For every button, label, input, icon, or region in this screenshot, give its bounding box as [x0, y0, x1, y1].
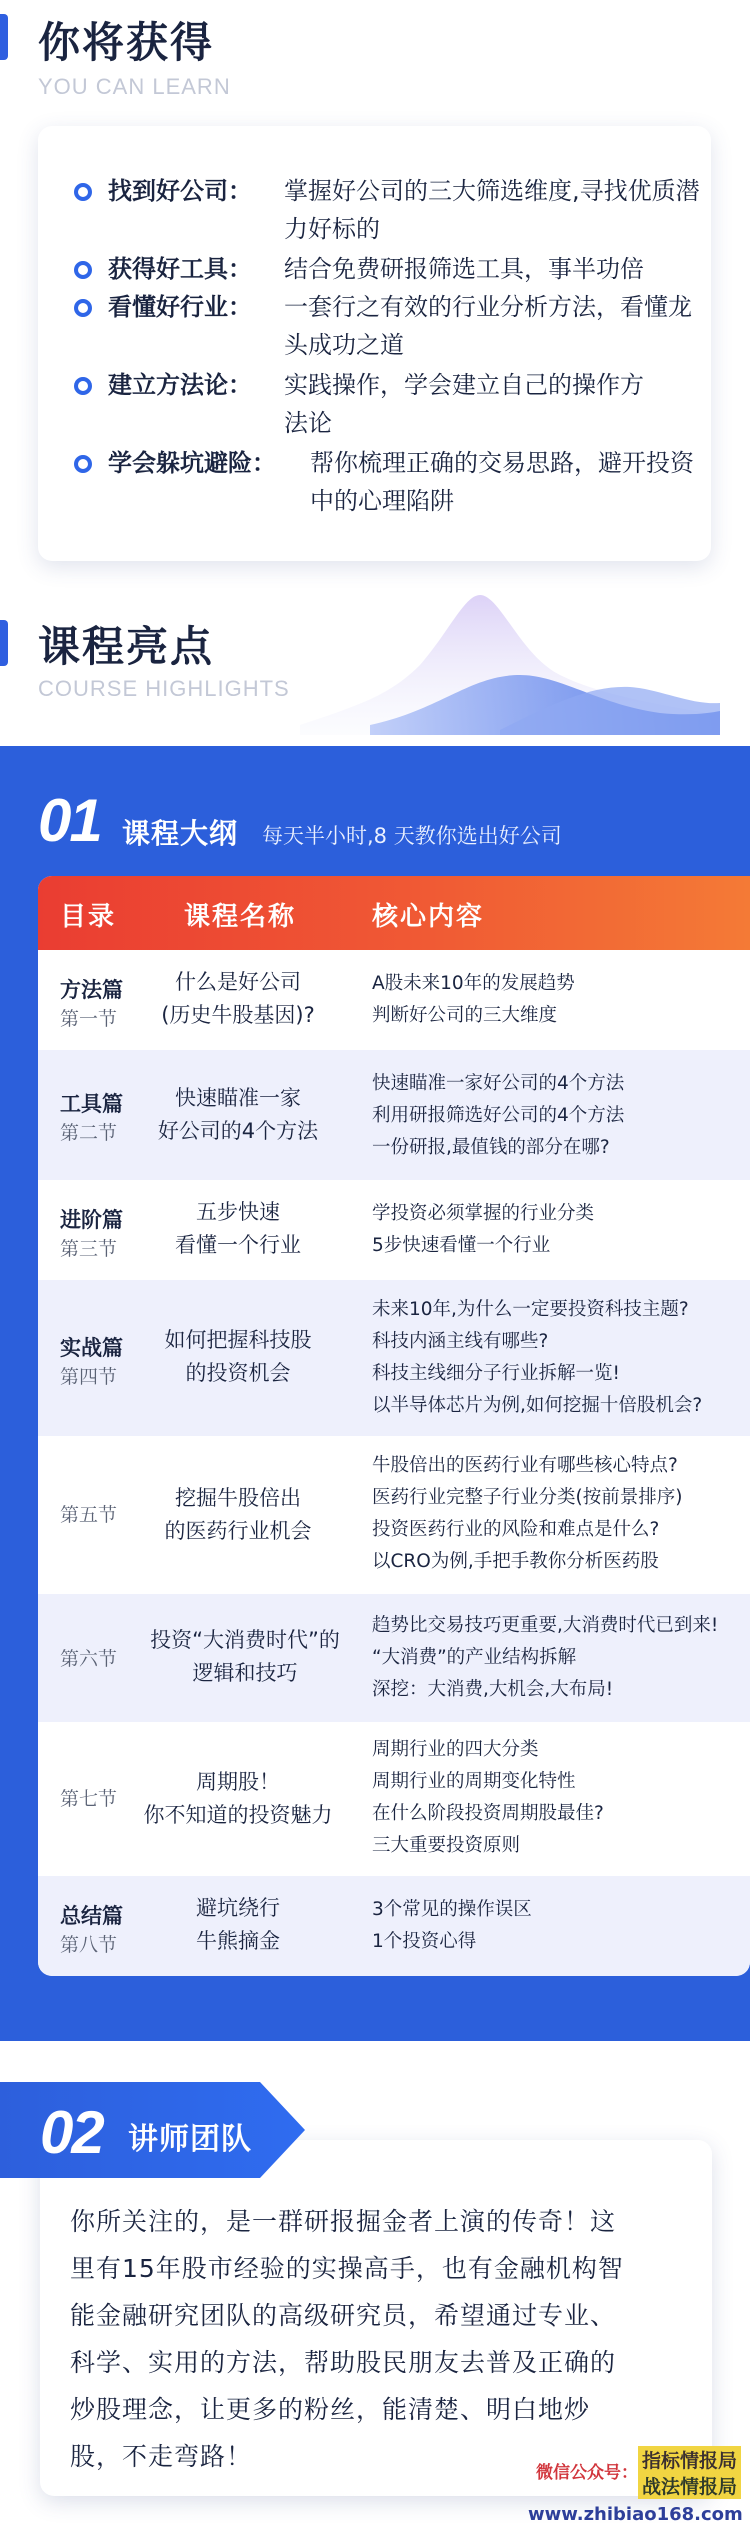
watermark-line1: 指标情报局 [638, 2446, 741, 2473]
row-section: 第五节 [60, 1504, 118, 1526]
row-content: 3个常见的操作误区 1个投资心得 [372, 1899, 532, 1952]
circle-bullet-icon [74, 299, 92, 317]
learn-item-key: 获得好工具： [108, 255, 252, 283]
row-content: A股未来10年的发展趋势 判断好公司的三大维度 [372, 973, 575, 1026]
row-section: 第三节 [60, 1238, 118, 1260]
row-course-name: 投资“大消费时代”的 逻辑和技巧 [150, 1628, 340, 1685]
learn-item-key: 学会躲坑避险： [108, 449, 276, 477]
row-course-name: 快速瞄准一家 好公司的4个方法 [157, 1086, 319, 1143]
header-course-name: 课程名称 [184, 902, 297, 932]
row-category: 进阶篇 [60, 1208, 123, 1232]
row-course-name: 挖掘牛股倍出 的医药行业机会 [164, 1486, 312, 1543]
row-content: 学投资必须掌握的行业分类 5步快速看懂一个行业 [372, 1203, 595, 1256]
section-accent-bar [0, 14, 8, 60]
learn-item-value: 一套行之有效的行业分析方法，看懂龙头成功之道 [284, 293, 692, 359]
learn-item-value: 掌握好公司的三大筛选维度,寻找优质潜力好标的 [284, 177, 700, 243]
learn-item-value: 实践操作，学会建立自己的操作方法论 [284, 371, 644, 437]
row-content: 未来10年,为什么一定要投资科技主题? 科技内涵主线有哪些? 科技主线细分子行业拆解一览! 以半导体芯片为例,如何挖掘十倍股机会? [372, 1299, 703, 1416]
header-catalog: 目录 [60, 902, 117, 932]
table-header [38, 876, 750, 950]
circle-bullet-icon [74, 183, 92, 201]
circle-bullet-icon [74, 261, 92, 279]
learn-item-key: 看懂好行业： [108, 293, 252, 321]
row-section: 第四节 [60, 1366, 118, 1388]
row-section: 第八节 [60, 1934, 118, 1956]
table-row [38, 950, 750, 1050]
table-row [38, 1050, 750, 1180]
highlights-title: 课程亮点 [38, 622, 215, 671]
row-category: 总结篇 [60, 1904, 123, 1928]
circle-bullet-icon [74, 455, 92, 473]
row-section: 第六节 [60, 1648, 118, 1670]
circle-bullet-icon [74, 377, 92, 395]
watermark-line2: 战法情报局 [638, 2472, 741, 2499]
watermark-label: 微信公众号： [536, 2463, 638, 2483]
row-content: 快速瞄准一家好公司的4个方法 利用研报筛选好公司的4个方法 一份研报,最值钱的部分在哪? [372, 1073, 625, 1158]
learn-item-value: 帮你梳理正确的交易思路，避开投资中的心理陷阱 [310, 449, 694, 515]
row-category: 工具篇 [60, 1092, 123, 1116]
row-content: 牛股倍出的医药行业有哪些核心特点? 医药行业完整子行业分类(按前景排序) 投资医药行业的风险和难点是什么? 以CRO为例,手把手教你分析医药股 [372, 1455, 683, 1572]
learn-card [38, 126, 711, 561]
row-course-name: 周期股！ 你不知道的投资魅力 [143, 1770, 333, 1827]
outline-subtitle: 每天半小时,8 天教你选出好公司 [262, 824, 562, 848]
learn-subtitle: YOU CAN LEARN [38, 74, 231, 99]
row-course-name: 五步快速 看懂一个行业 [175, 1200, 301, 1257]
row-content: 周期行业的四大分类 周期行业的周期变化特性 在什么阶段投资周期股最佳? 三大重要投资原则 [372, 1739, 604, 1856]
watermark-url: www.zhibiao168.com [528, 2504, 743, 2525]
row-course-name: 如何把握科技股 的投资机会 [164, 1328, 312, 1385]
table-row [38, 1594, 750, 1722]
row-content: 趋势比交易技巧更重要,大消费时代已到来! “大消费”的产业结构拆解 深挖：大消费,大机会,大布局! [372, 1615, 719, 1700]
row-category: 实战篇 [60, 1336, 123, 1360]
row-course-name: 什么是好公司 (历史牛股基因)? [161, 970, 315, 1027]
team-description: 你所关注的，是一群研报掘金者上演的传奇！这 里有15年股市经验的实操高手，也有金融机构智 能金融研究团队的高级研究员，希望通过专业、 科学、实用的方法，帮助股民朋友去普及正确的 炒股理念，让更多的粉丝，能清楚、明白地炒 股，不走弯路！ [70, 2207, 624, 2471]
table-row [38, 1436, 750, 1594]
row-category: 方法篇 [60, 978, 123, 1002]
mountain-decoration [300, 585, 720, 735]
highlights-subtitle: COURSE HIGHLIGHTS [38, 676, 290, 701]
learn-item-key: 找到好公司： [108, 177, 252, 205]
team-title: 讲师团队 [128, 2122, 252, 2157]
learn-title: 你将获得 [38, 18, 215, 67]
section-accent-bar [0, 620, 8, 666]
table-row [38, 1180, 750, 1280]
row-section: 第二节 [60, 1122, 118, 1144]
outline-title: 课程大纲 [122, 817, 239, 850]
team-number: 02 [40, 2099, 103, 2166]
team-card [40, 2140, 712, 2496]
row-section: 第一节 [60, 1008, 118, 1030]
table-row [38, 1280, 750, 1436]
outline-table [38, 876, 750, 1976]
row-course-name: 避坑绕行 牛熊摘金 [196, 1896, 280, 1953]
learn-item-value: 结合免费研报筛选工具，事半功倍 [284, 255, 644, 283]
header-core-content: 核心内容 [372, 902, 485, 932]
table-row [38, 1722, 750, 1876]
outline-number: 01 [38, 787, 101, 854]
learn-item-key: 建立方法论： [108, 371, 252, 399]
row-section: 第七节 [60, 1788, 118, 1810]
table-row [38, 1876, 750, 1976]
